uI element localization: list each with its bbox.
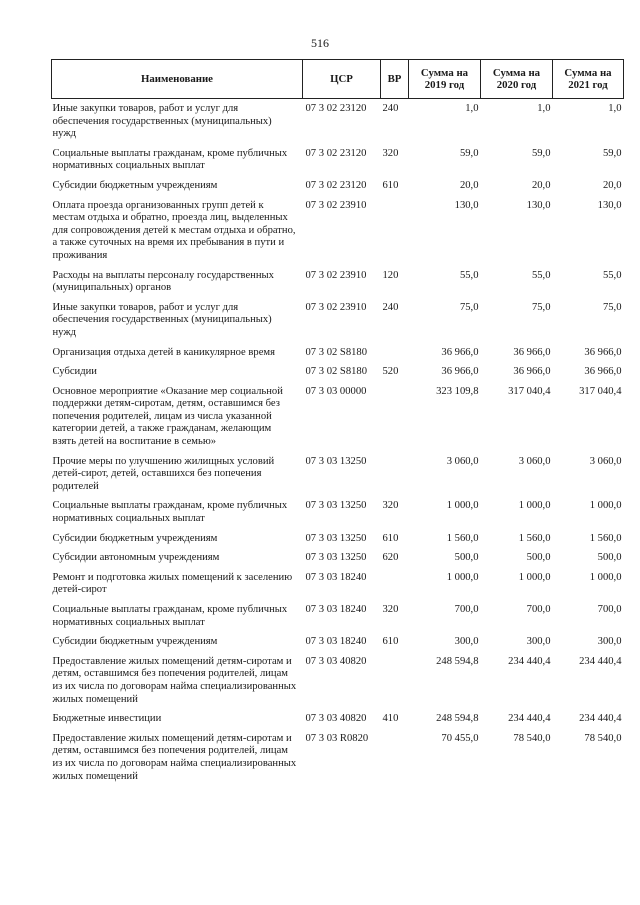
table-row (52, 713, 624, 733)
table-row (52, 604, 624, 636)
row-vr: 610 (382, 179, 399, 191)
table-row (52, 386, 624, 456)
row-name: Социальные выплаты гражданам, кроме публичных нормативных социальных выплат (52, 147, 288, 172)
row-csr: 07 3 03 13250 (305, 532, 367, 544)
row-sum-2020: 317 040,4 (508, 385, 551, 397)
row-csr: 07 3 02 23910 (305, 269, 367, 281)
table-row (52, 572, 624, 604)
row-csr: 07 3 02 S8180 (305, 366, 368, 378)
row-sum-2019: 20,0 (459, 179, 479, 191)
row-sum-2020: 59,0 (531, 147, 551, 159)
header-sum-2019: Сумма на 2019 год (409, 60, 481, 99)
row-sum-2019: 3 060,0 (446, 455, 479, 467)
table-header (52, 60, 624, 99)
row-csr: 07 3 03 00000 (305, 385, 367, 397)
row-vr: 120 (382, 269, 399, 281)
row-name: Основное мероприятие «Оказание мер социальной поддержки детям-сиротам, детям, оставшимся без попечения родителей, лицам из числа указанной категории детей, а также гражданам, желающим взять детей на воспитание в семью» (52, 385, 283, 448)
row-sum-2021: 130,0 (597, 199, 622, 211)
row-sum-2021: 78 540,0 (584, 732, 622, 744)
row-sum-2021: 36 966,0 (584, 366, 622, 378)
row-vr: 240 (382, 103, 399, 114)
row-vr (381, 572, 409, 604)
row-sum-2019: 300,0 (454, 636, 479, 648)
row-sum-2019: 55,0 (459, 269, 479, 281)
row-sum-2020: 75,0 (531, 301, 551, 313)
table-row (52, 456, 624, 501)
row-sum-2021: 700,0 (597, 604, 622, 615)
row-csr: 07 3 03 13250 (305, 552, 367, 564)
row-vr: 410 (382, 713, 399, 725)
row-sum-2019: 248 594,8 (436, 713, 479, 725)
row-csr: 07 3 02 23120 (305, 147, 367, 159)
row-sum-2019: 248 594,8 (436, 655, 479, 667)
table-body (52, 99, 624, 791)
row-vr (381, 656, 409, 713)
row-vr: 610 (382, 532, 399, 544)
row-sum-2019: 323 109,8 (436, 385, 479, 397)
row-sum-2019: 1 000,0 (446, 571, 479, 583)
row-sum-2019: 500,0 (454, 552, 479, 564)
header-sum-2020: Сумма на 2020 год (481, 60, 553, 99)
row-csr: 07 3 02 23910 (305, 301, 367, 313)
row-vr: 610 (382, 636, 399, 648)
header-vr: ВР (381, 60, 409, 99)
row-name: Иные закупки товаров, работ и услуг для обеспечения государственных (муниципальных) нужд (52, 301, 272, 338)
row-name: Субсидии бюджетным учреждениям (52, 636, 218, 648)
row-sum-2019: 70 455,0 (441, 732, 479, 744)
row-csr: 07 3 03 18240 (305, 571, 367, 583)
row-csr: 07 3 02 23910 (305, 199, 367, 211)
row-sum-2021: 55,0 (602, 269, 622, 281)
header-csr: ЦСР (303, 60, 381, 99)
row-sum-2020: 234 440,4 (508, 655, 551, 667)
row-sum-2020: 55,0 (531, 269, 551, 281)
row-sum-2019: 1 560,0 (446, 532, 479, 544)
table-row (52, 148, 624, 180)
table-row (52, 270, 624, 302)
row-sum-2021: 300,0 (597, 636, 622, 648)
row-sum-2020: 1 000,0 (518, 571, 551, 583)
row-vr: 620 (382, 552, 399, 564)
row-name: Прочие меры по улучшению жилищных условий детей-сирот, детей, оставшихся без попечения родителей (52, 455, 275, 492)
row-vr (381, 347, 409, 367)
table-row (52, 552, 624, 572)
row-name: Организация отдыха детей в каникулярное время (52, 346, 275, 358)
row-csr: 07 3 03 R0820 (305, 732, 369, 744)
table-row (52, 656, 624, 713)
row-sum-2019: 36 966,0 (441, 346, 479, 358)
row-name: Предоставление жилых помещений детям-сиротам и детям, оставшимся без попечения родителей, лицам из их числа по договорам найма специализированных жилых помещений (52, 655, 297, 705)
row-csr: 07 3 03 18240 (305, 604, 367, 615)
budget-table (51, 59, 624, 790)
table-row (52, 733, 624, 790)
row-csr: 07 3 02 23120 (305, 103, 367, 114)
row-sum-2020: 78 540,0 (513, 732, 551, 744)
row-name: Субсидии автономным учреждениям (52, 552, 220, 564)
row-sum-2021: 3 060,0 (589, 455, 622, 467)
row-sum-2021: 59,0 (602, 147, 622, 159)
row-csr: 07 3 03 13250 (305, 455, 367, 467)
table-row (52, 533, 624, 553)
row-vr: 320 (382, 147, 399, 159)
table-row (52, 366, 624, 386)
row-name: Иные закупки товаров, работ и услуг для обеспечения государственных (муниципальных) нужд (52, 103, 272, 140)
row-vr: 240 (382, 301, 399, 313)
row-sum-2021: 317 040,4 (579, 385, 622, 397)
row-name: Расходы на выплаты персоналу государственных (муниципальных) органов (52, 269, 274, 294)
row-sum-2020: 234 440,4 (508, 713, 551, 725)
row-sum-2020: 1,0 (537, 103, 551, 114)
row-vr (381, 386, 409, 456)
row-sum-2019: 59,0 (459, 147, 479, 159)
row-sum-2021: 234 440,4 (579, 655, 622, 667)
row-csr: 07 3 03 18240 (305, 636, 367, 648)
table-row (52, 200, 624, 270)
row-name: Социальные выплаты гражданам, кроме публичных нормативных социальных выплат (52, 500, 288, 525)
row-csr: 07 3 03 40820 (305, 713, 367, 725)
row-name: Предоставление жилых помещений детям-сиротам и детям, оставшимся без попечения родителей, лицам из их числа по договорам найма специализированных жилых помещений (52, 732, 297, 782)
row-csr: 07 3 03 40820 (305, 655, 367, 667)
row-sum-2019: 130,0 (454, 199, 479, 211)
row-sum-2021: 1 560,0 (589, 532, 622, 544)
table-row (52, 99, 624, 148)
row-sum-2021: 20,0 (602, 179, 622, 191)
row-sum-2020: 20,0 (531, 179, 551, 191)
table-row (52, 302, 624, 347)
page-number: 516 (311, 36, 329, 50)
header-name: Наименование (52, 60, 303, 99)
row-sum-2020: 1 000,0 (518, 500, 551, 512)
row-sum-2021: 234 440,4 (579, 713, 622, 725)
row-sum-2020: 300,0 (526, 636, 551, 648)
row-sum-2020: 36 966,0 (513, 366, 551, 378)
row-sum-2020: 700,0 (526, 604, 551, 615)
row-name: Субсидии (52, 366, 97, 378)
row-csr: 07 3 02 23120 (305, 179, 367, 191)
row-name: Субсидии бюджетным учреждениям (52, 532, 218, 544)
row-csr: 07 3 03 13250 (305, 500, 367, 512)
row-sum-2019: 75,0 (459, 301, 479, 313)
row-sum-2021: 1 000,0 (589, 571, 622, 583)
row-vr (381, 733, 409, 790)
row-sum-2019: 1,0 (465, 103, 479, 114)
row-name: Оплата проезда организованных групп детей к местам отдыха и обратно, проезда лиц, выделенных для сопровождения детей к местам отдыха и обратно, а также суточных на время их пребывания в пути и проживания (52, 199, 296, 261)
row-sum-2020: 3 060,0 (518, 455, 551, 467)
row-name: Бюджетные инвестиции (52, 713, 162, 725)
row-vr (381, 200, 409, 270)
row-name: Социальные выплаты гражданам, кроме публичных нормативных социальных выплат (52, 604, 288, 628)
row-sum-2019: 700,0 (454, 604, 479, 615)
row-sum-2019: 36 966,0 (441, 366, 479, 378)
row-name: Ремонт и подготовка жилых помещений к заселению детей-сирот (52, 571, 293, 596)
row-sum-2021: 75,0 (602, 301, 622, 313)
table-row (52, 636, 624, 656)
header-sum-2021: Сумма на 2021 год (553, 60, 624, 99)
row-sum-2020: 36 966,0 (513, 346, 551, 358)
row-vr: 320 (382, 500, 399, 512)
row-sum-2020: 130,0 (526, 199, 551, 211)
row-vr: 320 (382, 604, 399, 615)
table-row (52, 180, 624, 200)
table-row (52, 500, 624, 532)
row-sum-2021: 1,0 (608, 103, 622, 114)
row-sum-2020: 1 560,0 (518, 532, 551, 544)
row-sum-2019: 1 000,0 (446, 500, 479, 512)
row-sum-2021: 1 000,0 (589, 500, 622, 512)
row-sum-2021: 500,0 (597, 552, 622, 564)
row-name: Субсидии бюджетным учреждениям (52, 179, 218, 191)
row-vr (381, 456, 409, 501)
table-row (52, 347, 624, 367)
row-csr: 07 3 02 S8180 (305, 346, 368, 358)
row-sum-2020: 500,0 (526, 552, 551, 564)
row-sum-2021: 36 966,0 (584, 346, 622, 358)
row-vr: 520 (382, 366, 399, 378)
